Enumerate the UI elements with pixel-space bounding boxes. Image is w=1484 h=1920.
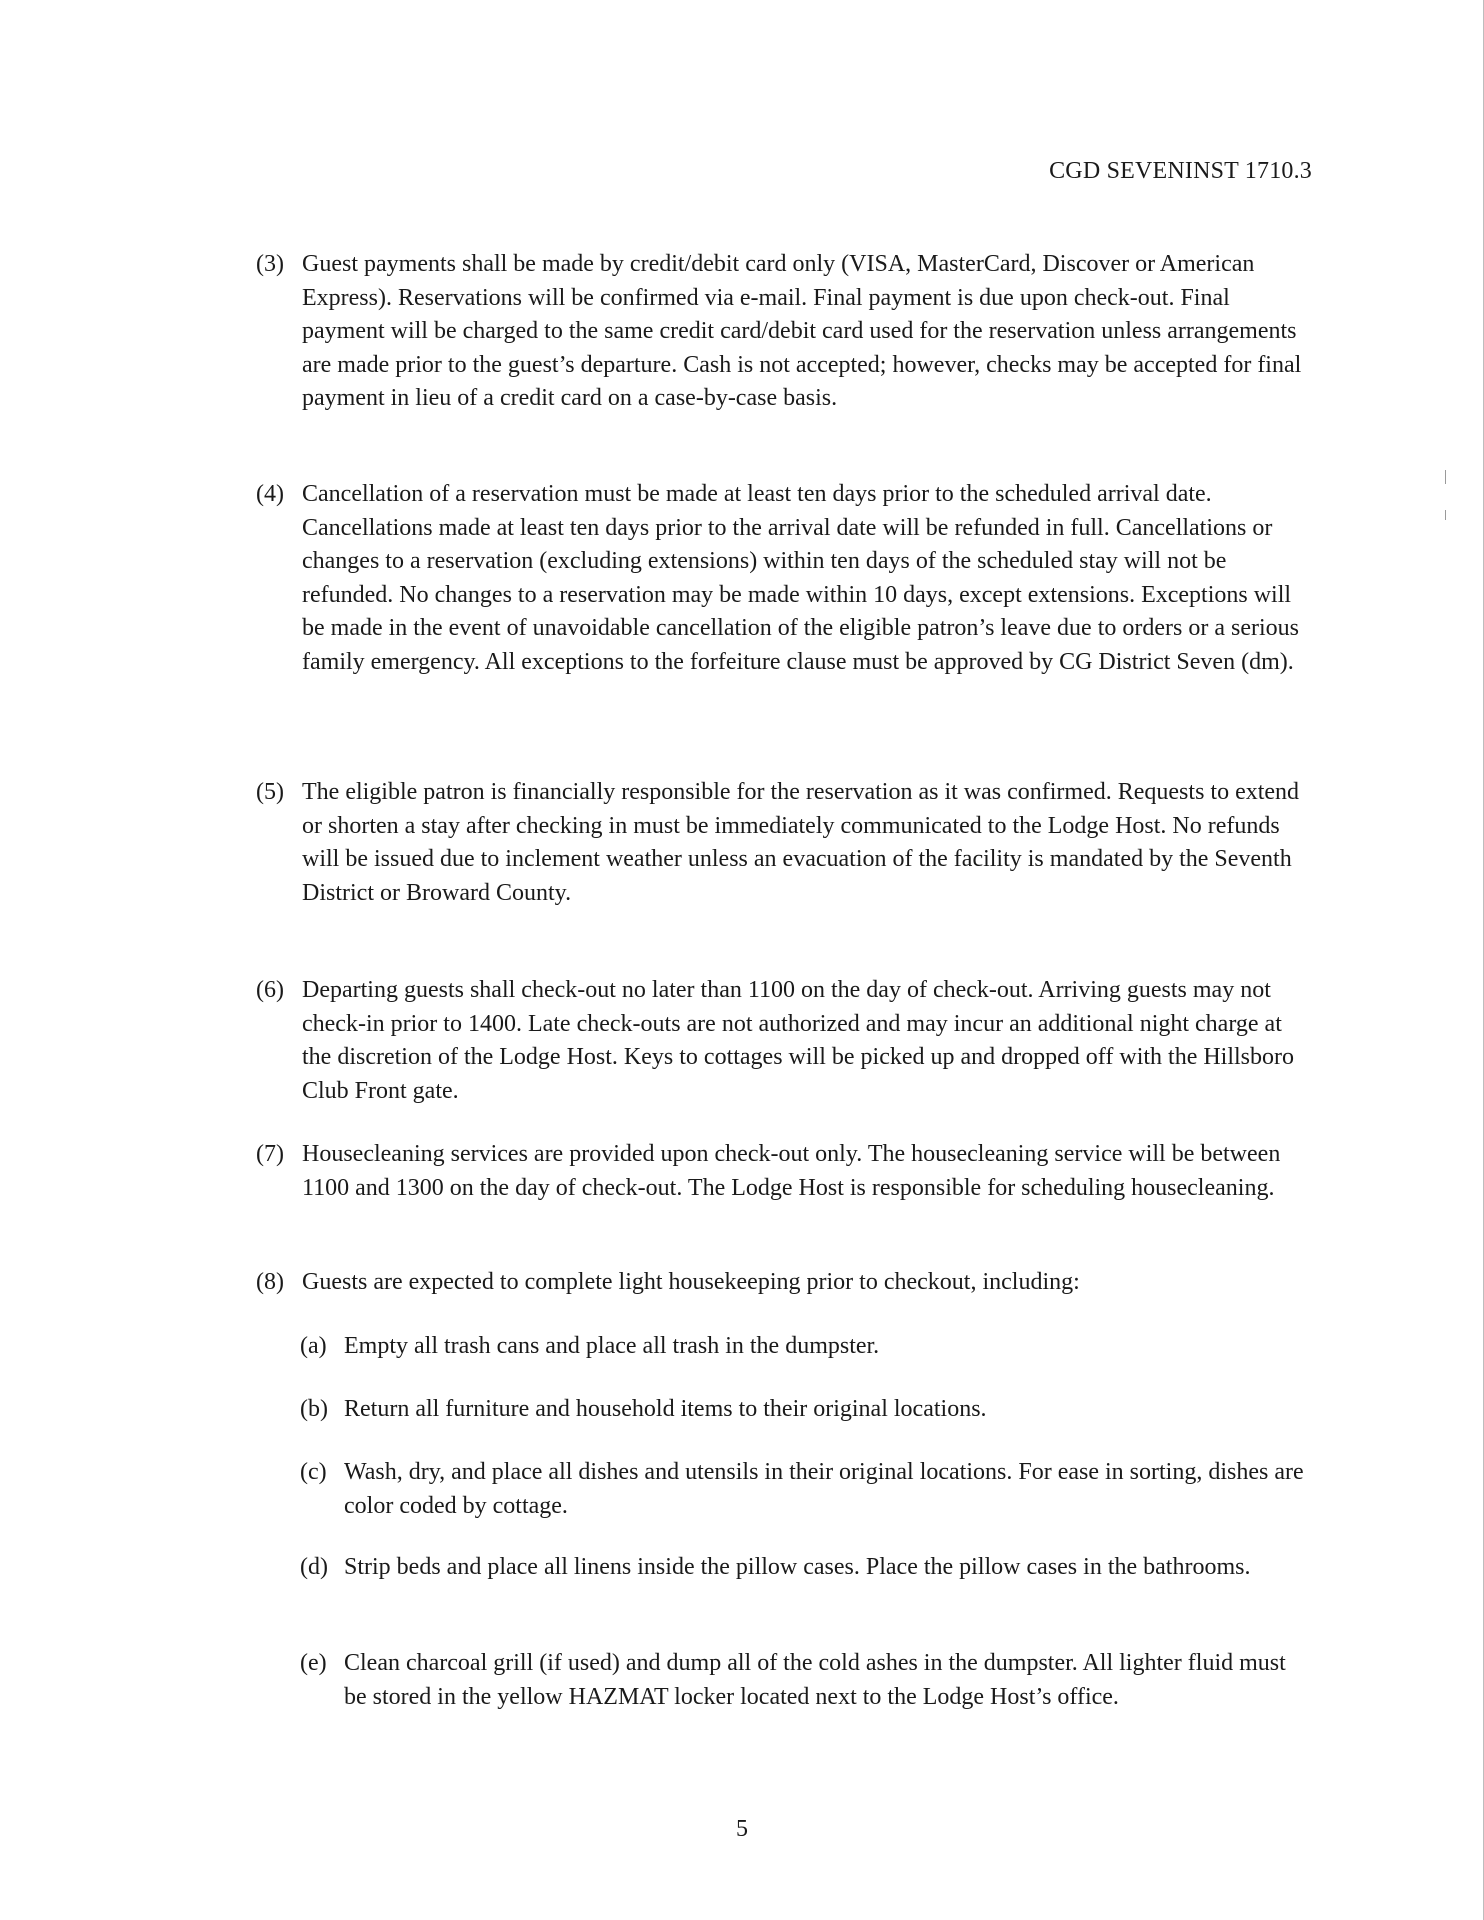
list-item — [256, 974, 1312, 1108]
subitem-text: Wash, dry, and place all dishes and utensils in their original locations. For ease in sorting, dishes are color coded by cottage. — [344, 1459, 1304, 1519]
item-text: The eligible patron is financially responsible for the reservation as it was confirmed. Requests to extend or shorten a stay after checking in must be immediately communicated to the Lodge Host. No refunds will be issued due to inclement weather unless an evacuation of the facility is mandated by the Seventh District or Broward County. — [302, 779, 1300, 906]
subitem-letter: (a) — [300, 1333, 327, 1359]
list-item — [256, 478, 1312, 680]
item-text: Housecleaning services are provided upon check-out only. The housecleaning service will be between 1100 and 1300 on the day of check-out. The Lodge Host is responsible for scheduling housecleaning. — [302, 1141, 1281, 1201]
document-header: CGD SEVENINST 1710.3 — [1049, 158, 1312, 184]
item-text: Guest payments shall be made by credit/debit card only (VISA, MasterCard, Discover or American Express). Reservations will be confirmed via e-mail. Final payment is due upon check-out. Final payment will be charged to the same credit card/debit card used for the reservation unless arrangements are made prior to the guest’s departure. Cash is not accepted; however, checks may be accepted for final payment in lieu of a credit card on a case-by-case basis. — [302, 251, 1302, 412]
subitem-letter: (c) — [300, 1459, 327, 1485]
item-text: Guests are expected to complete light housekeeping prior to checkout, including: — [302, 1269, 1080, 1295]
sub-list-item — [300, 1551, 1312, 1585]
page-number: 5 — [736, 1816, 748, 1842]
sub-list-item — [300, 1330, 1312, 1364]
item-text: Departing guests shall check-out no later than 1100 on the day of check-out. Arriving guests may not check-in prior to 1400. Late check-outs are not authorized and may incur an additional night charge at the discretion of the Lodge Host. Keys to cottages will be picked up and dropped off with the Hillsboro Club Front gate. — [302, 977, 1295, 1104]
item-number: (4) — [256, 481, 284, 507]
scan-speck — [1445, 470, 1446, 484]
sub-list-item — [300, 1456, 1312, 1523]
subitem-letter: (e) — [300, 1650, 327, 1676]
subitem-text: Clean charcoal grill (if used) and dump all of the cold ashes in the dumpster. All lighter fluid must be stored in the yellow HAZMAT locker located next to the Lodge Host’s office. — [344, 1650, 1286, 1710]
item-number: (8) — [256, 1269, 284, 1295]
list-item — [256, 1138, 1312, 1205]
subitem-letter: (b) — [300, 1396, 328, 1422]
subitem-text: Strip beds and place all linens inside the pillow cases. Place the pillow cases in the bathrooms. — [344, 1554, 1251, 1580]
scan-speck — [1445, 510, 1446, 520]
subitem-text: Return all furniture and household items to their original locations. — [344, 1396, 987, 1422]
item-number: (5) — [256, 779, 284, 805]
sub-list-item — [300, 1393, 1312, 1427]
list-item — [256, 248, 1312, 416]
list-item — [256, 1266, 1312, 1300]
list-item — [256, 776, 1312, 910]
sub-list-item — [300, 1647, 1312, 1714]
item-number: (3) — [256, 251, 284, 277]
item-number: (6) — [256, 977, 284, 1003]
subitem-text: Empty all trash cans and place all trash in the dumpster. — [344, 1333, 880, 1359]
subitem-letter: (d) — [300, 1554, 328, 1580]
item-text: Cancellation of a reservation must be made at least ten days prior to the scheduled arrival date. Cancellations made at least ten days prior to the arrival date will be refunded in full. Cancellations or changes to a reservation (excluding extensions) within ten days of the scheduled stay will not be refunded. No changes to a reservation may be made within 10 days, except extensions. Exceptions will be made in the event of unavoidable cancellation of the eligible patron’s leave due to orders or a serious family emergency. All exceptions to the forfeiture clause must be approved by CG District Seven (dm). — [302, 481, 1299, 675]
item-number: (7) — [256, 1141, 284, 1167]
